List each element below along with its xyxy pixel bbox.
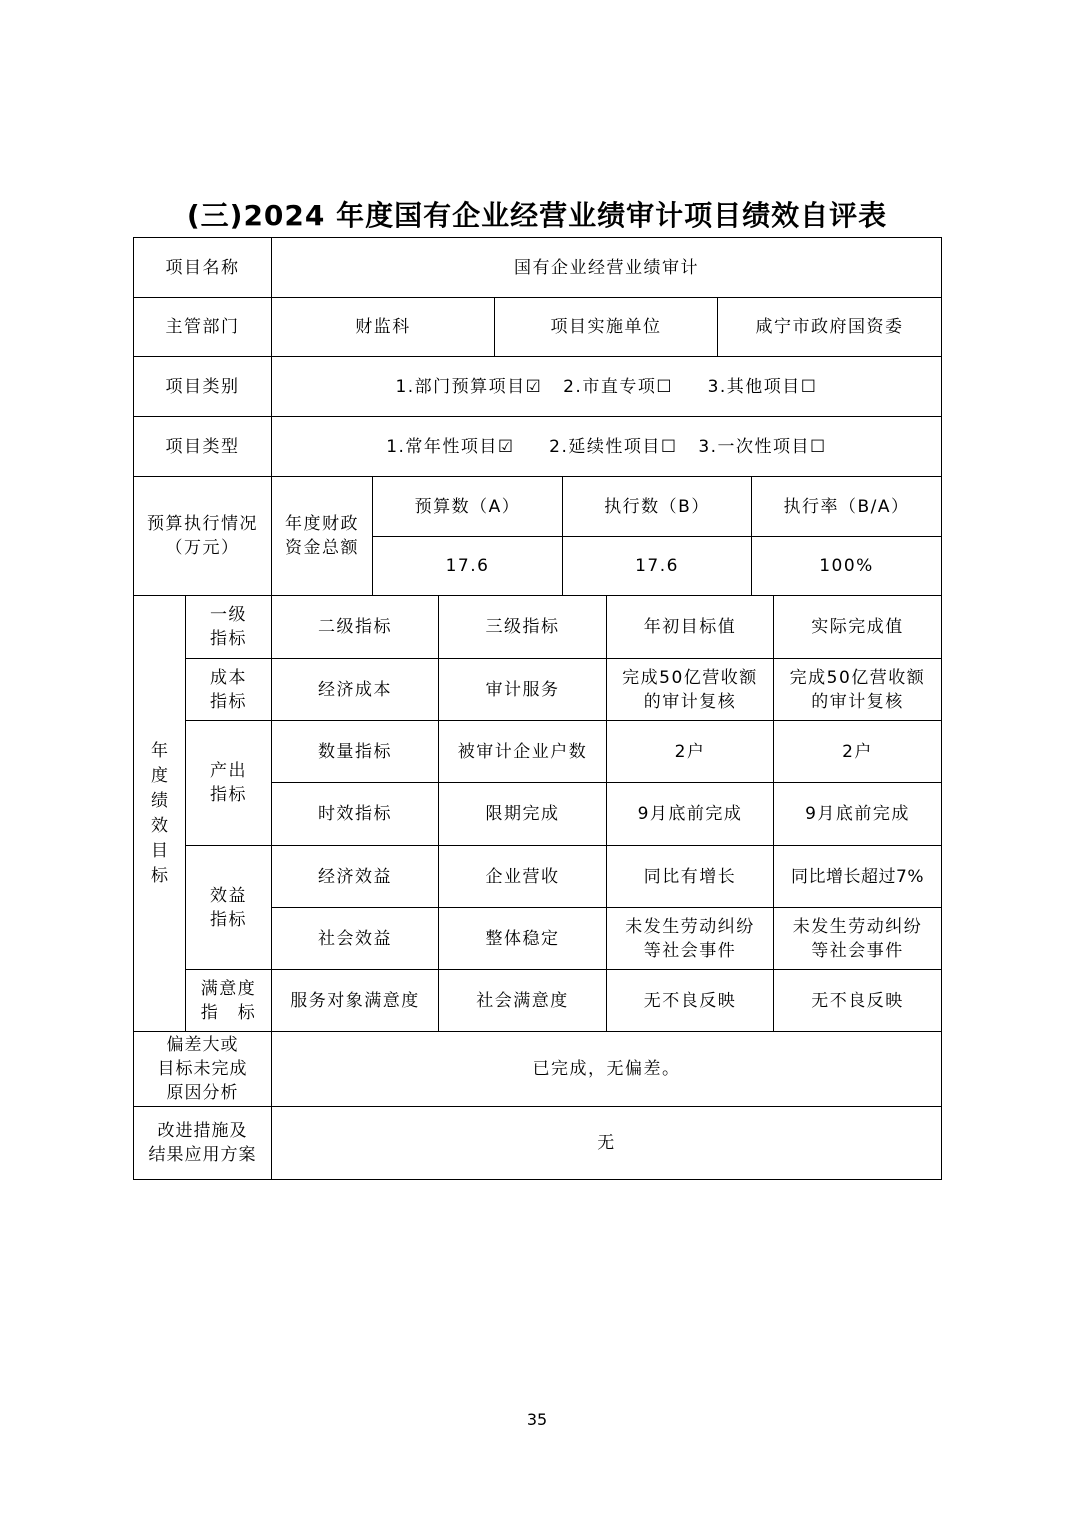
goals-section-label: 年 度 绩 效 目 标 (133, 595, 186, 1032)
benefit-row1-level3: 企业营收 (438, 845, 607, 908)
output-row2-level2: 时效指标 (271, 782, 439, 846)
goals-header-level3: 三级指标 (438, 595, 607, 659)
category-options: 1.部门预算项目☑ 2.市直专项☐ 3.其他项目☐ (271, 356, 942, 417)
type-label: 项目类型 (133, 416, 272, 477)
goals-header-actual: 实际完成值 (773, 595, 942, 659)
output-row1-target: 2户 (606, 720, 774, 783)
cost-level2: 经济成本 (271, 658, 439, 721)
output-row1-actual: 2户 (773, 720, 942, 783)
budget-col-rate: 执行率（B/A） (751, 476, 942, 537)
benefit-level1: 效益 指标 (185, 845, 272, 970)
department-value: 财监科 (271, 297, 495, 357)
project-name-label: 项目名称 (133, 237, 272, 298)
budget-val-b: 17.6 (562, 536, 752, 596)
budget-col-b: 执行数（B） (562, 476, 752, 537)
satisfaction-actual: 无不良反映 (773, 969, 942, 1032)
cost-level3: 审计服务 (438, 658, 607, 721)
cost-level1: 成本 指标 (185, 658, 272, 721)
output-row1-level2: 数量指标 (271, 720, 439, 783)
budget-label: 预算执行情况 （万元） (133, 476, 272, 596)
goals-header-level1: 一级 指标 (185, 595, 272, 659)
satisfaction-level2: 服务对象满意度 (271, 969, 439, 1032)
page-title: (三)2024 年度国有企业经营业绩审计项目绩效自评表 (186, 199, 888, 232)
cost-target: 完成50亿营收额 的审计复核 (606, 658, 774, 721)
budget-val-rate: 100% (751, 536, 942, 596)
benefit-row2-level2: 社会效益 (271, 907, 439, 970)
satisfaction-target: 无不良反映 (606, 969, 774, 1032)
type-options: 1.常年性项目☑ 2.延续性项目☐ 3.一次性项目☐ (271, 416, 942, 477)
output-level1: 产出 指标 (185, 720, 272, 846)
benefit-row2-actual: 未发生劳动纠纷 等社会事件 (773, 907, 942, 970)
budget-sub-label: 年度财政 资金总额 (271, 476, 373, 596)
deviation-value: 已完成，无偏差。 (271, 1031, 942, 1107)
goals-header-target: 年初目标值 (606, 595, 774, 659)
category-label: 项目类别 (133, 356, 272, 417)
benefit-row2-target: 未发生劳动纠纷 等社会事件 (606, 907, 774, 970)
output-row2-actual: 9月底前完成 (773, 782, 942, 846)
benefit-row1-level2: 经济效益 (271, 845, 439, 908)
improvement-value: 无 (271, 1106, 942, 1180)
cost-actual: 完成50亿营收额 的审计复核 (773, 658, 942, 721)
benefit-row1-target: 同比有增长 (606, 845, 774, 908)
budget-val-a: 17.6 (372, 536, 563, 596)
benefit-row2-level3: 整体稳定 (438, 907, 607, 970)
budget-col-a: 预算数（A） (372, 476, 563, 537)
output-row2-level3: 限期完成 (438, 782, 607, 846)
project-name-value: 国有企业经营业绩审计 (271, 237, 942, 298)
output-row1-level3: 被审计企业户数 (438, 720, 607, 783)
department-label: 主管部门 (133, 297, 272, 357)
output-row2-target: 9月底前完成 (606, 782, 774, 846)
goals-header-level2: 二级指标 (271, 595, 439, 659)
deviation-label: 偏差大或 目标未完成 原因分析 (133, 1031, 272, 1107)
implementing-unit-label: 项目实施单位 (494, 297, 718, 357)
implementing-unit-value: 咸宁市政府国资委 (717, 297, 942, 357)
satisfaction-level3: 社会满意度 (438, 969, 607, 1032)
improvement-label: 改进措施及 结果应用方案 (133, 1106, 272, 1180)
page-number: 35 (526, 1410, 548, 1429)
satisfaction-level1: 满意度 指 标 (185, 969, 272, 1032)
benefit-row1-actual: 同比增长超过7% (773, 845, 942, 908)
